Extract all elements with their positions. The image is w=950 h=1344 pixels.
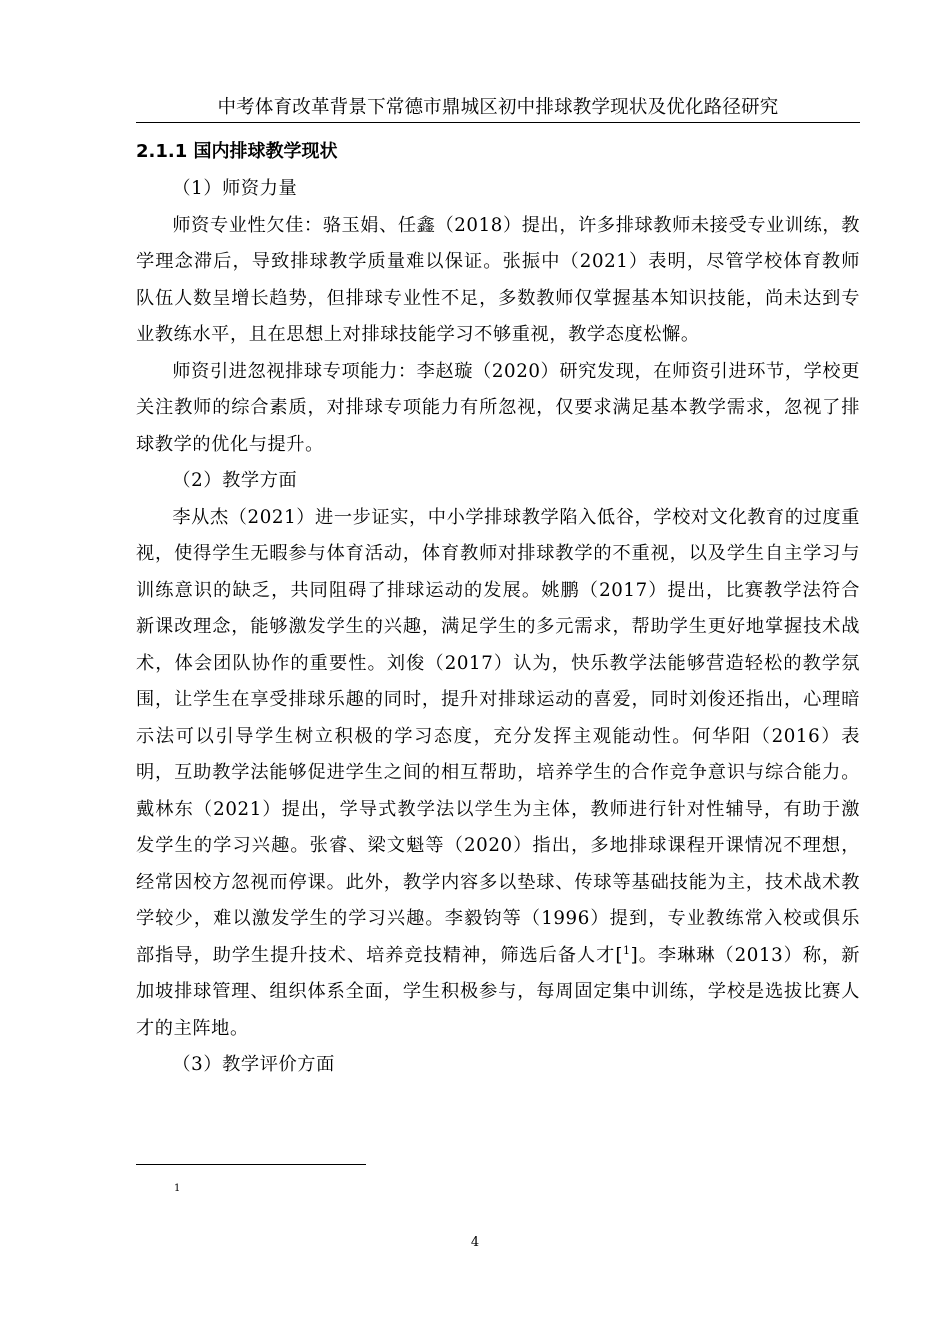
footnote-rule	[136, 1164, 366, 1165]
body-text	[136, 171, 860, 1084]
subsection-heading-1: （1）师资力量	[172, 178, 298, 199]
paragraph-3-text-b: ]。李琳琳（2013）称，新加坡排球管理、组织体系全面，学生积极参与，每周固定集中训练，学校是选拔比赛人才的主阵地。	[136, 944, 860, 1039]
running-header: 中考体育改革背景下常德市鼎城区初中排球教学现状及优化路径研究	[217, 97, 779, 118]
subsection-heading-2: （2）教学方面	[172, 470, 298, 491]
page-number: 4	[470, 1235, 480, 1250]
paragraph-3-text-a: 李从杰（2021）进一步证实，中小学排球教学陷入低谷，学校对文化教育的过度重视，使得学生无暇参与体育活动，体育教师对排球教学的不重视，以及学生自主学习与训练意识的缺乏，共同阻碍了排球运动的发展。姚鹏（2017）提出，比赛教学法符合新课改理念，能够激发学生的兴趣，满足学生的多元需求，帮助学生更好地掌握技术战术，体会团队协作的重要性。刘俊（2017）认为，快乐教学法能够营造轻松的教学氛围，让学生在享受排球乐趣的同时，提升对排球运动的喜爱，同时刘俊还指出，心理暗示法可以引导学生树立积极的学习态度，充分发挥主观能动性。何华阳（2016）表明，互助教学法能够促进学生之间的相互帮助，培养学生的合作竞争意识与综合能力。戴林东（2021）提出，学导式教学法以学生为主体，教师进行针对性辅导，有助于激发学生的学习兴趣。张睿、梁文魁等（2020）指出，多地排球课程开课情况不理想，经常因校方忽视而停课。此外，教学内容多以垫球、传球等基础技能为主，技术战术教学较少，难以激发学生的学习兴趣。李毅钧等（1996）提到，专业教练常入校或俱乐部指导，助学生提升技术、培养竞技精神，筛选后备人才[	[136, 506, 860, 966]
header-rule	[136, 122, 860, 123]
footnote-reference[interactable]: 1	[623, 943, 631, 957]
footnote-number: 1	[174, 1183, 181, 1194]
paragraph-2: 师资引进忽视排球专项能力：李赵璇（2020）研究发现，在师资引进环节，学校更关注教师的综合素质，对排球专项能力有所忽视，仅要求满足基本教学需求，忽视了排球教学的优化与提升。	[136, 360, 860, 455]
section-heading: 2.1.1 国内排球教学现状	[136, 141, 338, 162]
paragraph-1: 师资专业性欠佳：骆玉娟、任鑫（2018）提出，许多排球教师未接受专业训练，教学理念滞后，导致排球教学质量难以保证。张振中（2021）表明，尽管学校体育教师队伍人数呈增长趋势，但排球专业性不足，多数教师仅掌握基本知识技能，尚未达到专业教练水平，且在思想上对排球技能学习不够重视，教学态度松懈。	[136, 214, 860, 345]
subsection-heading-3: （3）教学评价方面	[172, 1054, 335, 1075]
paragraph-3	[136, 500, 860, 1048]
